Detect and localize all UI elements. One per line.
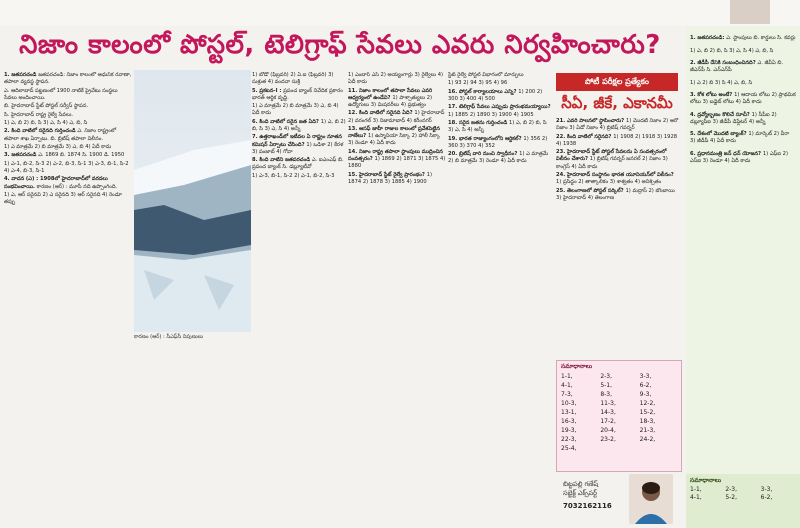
question-item [448, 120, 552, 134]
question-text: 8. కింది వాటిని జతపరచండి [252, 157, 312, 164]
answers2-grid [686, 486, 800, 502]
question-body: 1) ఒడిశా 2) కేరళ 3) పంజాబ్ 4) గోవా [252, 141, 344, 155]
answer-item: 21-3, [639, 427, 656, 434]
question-text: 3. జతపరచండి [4, 152, 39, 159]
question-body: స్టేట్ రైల్వే పోస్టల్ విభాగంలో మార్పులు [448, 72, 524, 78]
headline-banner [0, 26, 680, 70]
question-body: 1) ప్రసిద్ధం 2) తాత్కాలికం 3) శాశ్వతం 4) అనిశ్చితం [556, 179, 662, 186]
column-6 [556, 118, 680, 358]
question-text: 15. హైదరాబాద్ స్టేట్ రైల్వే ప్రారంభం? [348, 171, 427, 178]
question-item [252, 134, 347, 156]
question-text: 24. హైదరాబాద్ సంస్థానం భారత యూనియన్‌లో విలీనం? [556, 171, 674, 178]
question-item [348, 110, 446, 124]
column-4 [348, 72, 446, 528]
question-body: 1) ఆదాయ లోటు 2) ప్రాథమిక లోటు 3) బడ్జెట్ లోటు 4) ఏదీ కాదు [690, 91, 796, 106]
answer-item: 4-1, [561, 382, 573, 389]
question-body: 1) మొదటి నిజాం 2) ఆరో నిజాం 3) ఏడో నిజాం 4) బ్రిటిష్ గవర్నర్ [556, 118, 679, 132]
question-body: 1) సీపీఐ 2) డబ్ల్యూపీఐ 3) జీడీపీ డిఫ్లేటర్ 4) అన్నీ [690, 111, 777, 125]
answers-title: సమాధానాలు [561, 363, 593, 370]
right-column [686, 26, 800, 528]
question-item [448, 72, 552, 79]
answer-item: 7-3, [561, 391, 573, 398]
question-item [348, 72, 446, 86]
answer-item: 10-3, [561, 400, 577, 407]
answer-item: 16-3, [561, 418, 577, 425]
ice-photo [134, 70, 251, 332]
question-item [4, 112, 132, 119]
question-body: 1) ఎ-1, బి-2, సి-3 2) ఎ-2, బి-3, సి-1 3) ఎ-3, బి-1, సి-2 4) ఎ-4, బి-3, సి-1 [4, 160, 129, 174]
answers2-title: సమాధానాలు [690, 477, 722, 484]
question-item [4, 72, 132, 86]
answer-item: 13-1, [561, 409, 577, 416]
question-item [4, 120, 132, 127]
question-item [556, 118, 680, 132]
answer-item: 12-2, [639, 400, 656, 407]
question-text: 1. జతపరచండి [4, 72, 39, 78]
question-item [690, 80, 796, 87]
question-item [4, 88, 132, 102]
question-text: 23. హైదరాబాద్ స్టేట్ పోస్టల్ సేవలను ఏ సంవత్సరంలో విలీనం చేశారు? [556, 149, 667, 163]
question-item [348, 149, 446, 171]
answer-item: 5-2, [725, 494, 738, 501]
question-body: 1) ఎ, ఆర్ సరైనవి 2) ఎ సరైనది 3) ఆర్ సరైనది 4) రెండూ తప్పు [4, 191, 122, 206]
question-text: 1. జతపరచండి: [690, 35, 727, 42]
answer-item: 3-3, [760, 486, 773, 493]
question-body: 1) ఎఫ్‌ఐ 2) ఎస్‌ఐ 3) రెండూ 4) ఏదీ కాదు [690, 150, 788, 164]
question-text: 2. కింది వాటిలో సరైనది గుర్తించండి [4, 128, 78, 135]
question-item [448, 80, 552, 87]
question-body: 1) 356 2) 360 3) 370 4) 352 [448, 135, 548, 149]
author-phone: 7032162116 [563, 502, 612, 510]
answer-item: 19-3, [561, 427, 577, 434]
question-text: 5. దేశంలో మొదటి బ్యాంక్? [690, 131, 749, 138]
question-body: 1) హైదరాబాద్ 2) వరంగల్ 3) నిజామాబాద్ 4) కరీంనగర్ [348, 110, 445, 124]
question-body: 1) ఎ మాత్రమే 2) బి మాత్రమే 3) ఎ, బి 4) ఏదీ కాదు [252, 103, 339, 117]
photo-caption: కారణం (ఆర్‌) : సీఎఫ్‌సీ నిపుణులు [134, 334, 204, 340]
answer-item: 2-3, [600, 373, 613, 380]
question-text: 12. కింది వాటిలో సరైనది ఏది? [348, 110, 415, 117]
answer-item: 3-3, [639, 373, 652, 380]
answer-item: 22-3, [561, 436, 577, 443]
answer-item: 1-1, [561, 373, 573, 380]
right-column-text [690, 30, 796, 170]
question-item [690, 60, 796, 74]
answer-item: 5-1, [600, 382, 613, 389]
question-item [252, 88, 347, 102]
question-item [348, 88, 446, 110]
question-body: జతపరచండి: నిజాం కాలంలో ఆధునిక రవాణా, తపాలా వ్యవస్థ స్థాపన. [4, 72, 132, 86]
question-item [252, 173, 347, 180]
question-text: 2. జీడీపీ దేనికి సంబంధించినది? [690, 59, 758, 66]
column-5 [448, 72, 552, 528]
question-item [4, 176, 132, 190]
question-text: 3. కోశ లోటు అంటే? [690, 91, 735, 98]
answers-box [556, 360, 682, 472]
question-body: 1) 1869 2) 1871 3) 1875 4) 1880 [348, 155, 446, 170]
question-item [556, 149, 680, 171]
answer-item: 20-4, [600, 427, 616, 434]
column-3 [252, 72, 347, 528]
answer-item: 6-2, [760, 494, 773, 501]
question-text: 6. ప్రధానమంత్రి జన్ ధన్ యోజన? [690, 150, 763, 157]
answer-item: 14-3, [600, 409, 616, 416]
question-body: 1) ఎ మాత్రమే 2) బి మాత్రమే 3) రెండూ 4) ఏదీ కాదు [448, 151, 549, 165]
answer-item: 17-2, [600, 418, 616, 425]
answer-item: 4-1, [690, 494, 702, 501]
author-name-line2: సబ్జెక్ట్ ఎక్స్‌పర్ట్ [563, 489, 598, 497]
question-text: 16. పోస్టల్ కార్యాలయాలు ఎన్ని? [448, 88, 519, 95]
question-item [252, 72, 347, 86]
question-body: సి. హైదరాబాద్ రాష్ట్ర రైల్వే సేవలు. [4, 111, 74, 118]
question-item [690, 92, 796, 106]
question-text: 17. టెలిగ్రాఫ్ సేవలు ఎప్పుడు ప్రారంభమయ్యాయి? [448, 104, 551, 111]
author-name-line1: బిట్టపల్లి గణేష్ [563, 480, 599, 488]
question-body: 1) ఎ, బి 2) బి, సి 3) ఎ, సి 4) అన్నీ [252, 118, 346, 132]
question-text: 20. బ్రిటిష్ వారి నుంచి స్వాధీనం? [448, 151, 520, 158]
author-thumbnail [730, 0, 770, 24]
question-body: 1) బోడో (ఫిబ్రవరి) 2) ఏ.ఐ (ఫిబ్రవరి) 3) సుశ్రుత 4) వందనా సుశ్రీ [252, 72, 334, 86]
question-body: ప్రపంచ బ్యాంక్ నివేదిక ప్రకారం భారత్ ఆర్థిక వృద్ధి. [252, 87, 343, 101]
question-item [4, 152, 132, 159]
question-body: 1) ఎ, బి 2) బి, సి 3) ఎ, సి 4) ఎ, బి, సి [4, 119, 88, 126]
question-body: బి. హైదరాబాద్ స్టేట్ పోస్టల్ సర్వీస్ స్థాపన. [4, 103, 89, 110]
question-body: 1) ఎ 2) బి 3) సి 4) ఎ, బి, సి [690, 79, 753, 86]
question-text: 18. సరైన జతను గుర్తించండి [448, 119, 509, 126]
answer-item: 24-2, [639, 436, 656, 443]
answer-item: 6-2, [639, 382, 652, 389]
question-text: 21. ఎవరి పాలనలో స్థాపించారు? [556, 118, 626, 124]
question-item [556, 188, 680, 202]
question-item [348, 126, 446, 148]
column-1 [4, 72, 132, 528]
headline-title: నిజాం కాలంలో పోస్టల్, టెలిగ్రాఫ్ సేవలు ఎవరు నిర్వహించారు? [19, 30, 661, 60]
question-body: ఎ. ఆదిలాబాద్ పట్టణంలో 1900 నాటికే ప్రైవేటు సంస్థలు సేవలు అందించాయి. [4, 87, 118, 101]
question-item [448, 136, 552, 150]
answer-item: 18-3, [639, 418, 656, 425]
answer-item: 25-4, [561, 445, 577, 452]
question-text: 25. తెలంగాణలో పోస్టల్ సర్కిల్? [556, 187, 626, 194]
question-item [252, 119, 347, 133]
question-body: 1) 200 2) 300 3) 400 4) 500 [448, 88, 543, 102]
question-body: 1) మద్రాస్ 2) బొంబాయి 3) హైదరాబాద్ 4) తెలంగాణ [556, 187, 675, 201]
answer-item: 9-3, [639, 391, 652, 398]
section-subhead: సీఏ, జీకే, ఎకానమీ [561, 94, 673, 112]
question-body: 1) మార్కెట్ 2) వీరా 3) జీడీపీ 4) ఏదీ కాదు [690, 131, 790, 145]
question-body: 1) పాశ్చాత్యులు 2) ఉద్యోగులు 3) మిషనరీలు 4) ప్రభుత్వం [348, 94, 433, 108]
question-text: 6. కింది వాటిలో సరైన జత ఏది? [252, 118, 321, 125]
question-body: ఎ. ఐఎంఎఫ్ బి. ప్రపంచ బ్యాంక్ సి. డబ్ల్యూటీవో [252, 157, 344, 171]
question-item [4, 144, 132, 151]
question-body: ఎ. స్టాంపులు బి. కార్డులు సి. కవర్లు [726, 35, 796, 42]
question-text: 7. ఉత్తరాఖండ్‌లో ఇటీవల ఏ రాష్ట్రం నూతన కమిషన్ ఏర్పాటు చేసింది? [252, 134, 342, 148]
top-strip [0, 0, 800, 26]
question-item [690, 48, 796, 55]
question-body: కారణం (ఆర్) : మూసీ నది ఉప్పొంగింది. [36, 183, 118, 190]
question-body: 1) ఎంబార్ ఎస్ 2) అయ్యంగార్లు 3) రైల్వేలు 4) ఏదీ కాదు [348, 72, 444, 86]
question-item [448, 89, 552, 103]
question-body: ఎ. 1869 బి. 1874 సి. 1900 డి. 1950 [38, 152, 125, 159]
question-item [690, 35, 796, 42]
question-body: 1) ఎ మాత్రమే 2) బి మాత్రమే 3) ఎ, బి 4) ఏదీ కాదు [4, 143, 112, 150]
answers-grid [557, 373, 681, 453]
question-item [348, 172, 446, 186]
answer-item: 2-3, [725, 486, 738, 493]
author-name [563, 480, 598, 498]
answer-item: 11-3, [600, 400, 616, 407]
answer-item: 1-1, [690, 486, 702, 493]
question-item [690, 131, 796, 145]
question-item [448, 151, 552, 165]
question-item [690, 151, 796, 165]
author-photo [629, 474, 673, 524]
question-body: 1) ఎ, బి 2) బి, సి 3) ఎ, సి 4) ఎ, బి, సి [690, 47, 774, 54]
question-text: 19. భారత రాజ్యాంగంలోని ఆర్టికల్? [448, 135, 524, 142]
question-item [556, 172, 680, 186]
question-body: 1) ఎ-3, బి-1, సి-2 2) ఎ-1, బి-2, సి-3 [252, 172, 335, 179]
question-body: ఎ. జీవీఏ బి. జీఎన్‌పీ సి. ఎన్‌ఎన్‌పీ [690, 59, 783, 74]
answer-item: 8-3, [600, 391, 613, 398]
question-item [448, 104, 552, 118]
question-item [252, 103, 347, 117]
question-body: 1) 1874 2) 1878 3) 1885 4) 1900 [348, 171, 433, 185]
question-text: 4. ద్రవ్యోల్బణం కొలిచే సూచీ? [690, 111, 752, 118]
question-body: 1) 1908 2) 1918 3) 1928 4) 1938 [556, 133, 678, 147]
question-body: 1) ఉస్మానియా సిక్కా 2) హాలీ సిక్కా 3) రెండూ 4) ఏదీ కాదు [348, 133, 441, 147]
question-item [690, 112, 796, 126]
question-text: 13. ఆసఫ్ జాహీ రాజుల కాలంలో ప్రవేశపెట్టిన నాణేలు? [348, 125, 440, 140]
question-item [4, 103, 132, 110]
question-body: ఎ. నిజాం రాష్ట్రంలో తపాలా శాఖ ఏర్పాటు. బి. బ్రిటిష్ తపాలా విలీనం. [4, 128, 117, 142]
answer-item: 23-2, [600, 436, 616, 443]
question-body: 1) బ్రిటిష్ గవర్నర్ జనరల్ 2) నిజాం 3) కాంగ్రెస్ 4) ఏదీ కాదు [556, 156, 668, 170]
question-item [4, 192, 132, 206]
question-text: 14. నిజాం రాష్ట్ర తపాలా స్టాంపులు ముద్రించిన సంవత్సరం? [348, 148, 443, 162]
answers-box-2 [686, 474, 800, 528]
question-item [556, 134, 680, 148]
question-text: 4. వాదన (ఎ) : 1908లో హైదరాబాద్‌లో వరదలు సంభవించాయి. [4, 176, 108, 190]
question-item [4, 161, 132, 175]
section-badge: పోటీ పరీక్షల ప్రత్యేకం [556, 73, 678, 91]
question-body: 1) 93 2) 94 3) 95 4) 96 [448, 80, 508, 87]
question-item [252, 157, 347, 171]
question-item [4, 128, 132, 142]
question-body: 1) ఎ, బి 2) బి, సి 3) ఎ, సి 4) అన్నీ [448, 119, 547, 134]
question-body: 1) 1885 2) 1890 3) 1900 4) 1905 [448, 111, 534, 118]
question-text: 5. ప్రకటన-I : [252, 87, 284, 94]
answer-item: 15-2, [639, 409, 656, 416]
question-text: 11. నిజాం కాలంలో తపాలా సేవలు ఎవరి ఆధ్వర్యంలో ఉండేవి? [348, 87, 433, 101]
author-block [555, 472, 679, 524]
question-text: 22. కింది వాటిలో సరైనది? [556, 133, 614, 140]
